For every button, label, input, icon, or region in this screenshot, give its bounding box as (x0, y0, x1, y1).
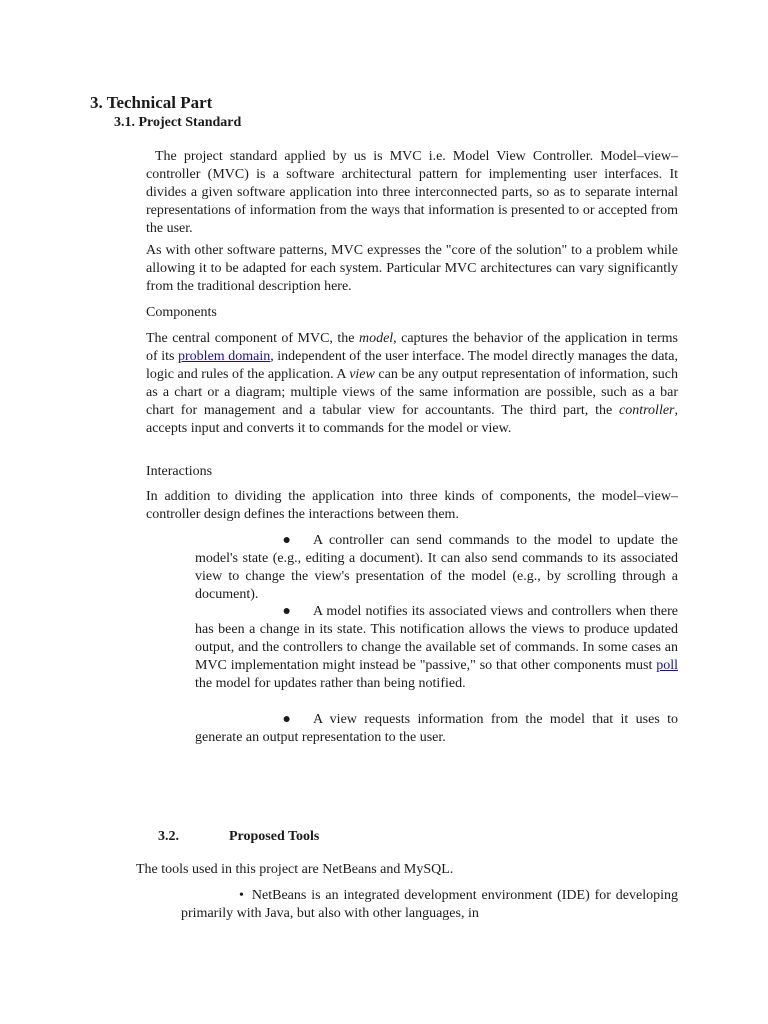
bullet-icon: ● (282, 604, 291, 619)
bullet-icon: • (239, 888, 244, 903)
bullet-icon: ● (282, 712, 291, 727)
subsection-number: 3.2. (158, 829, 179, 844)
components-label: Components (146, 305, 217, 320)
link-poll[interactable]: poll (656, 658, 678, 673)
text: , captures the behavior of the application in terms of its (146, 331, 678, 364)
text-view: view (349, 367, 375, 382)
subsection-title-proposed-tools: Proposed Tools (229, 829, 320, 844)
text-controller: controller (619, 403, 675, 418)
text: , accepts input and converts it to commands for the model or view. (146, 403, 678, 436)
subsection-title-project-standard: 3.1. Project Standard (114, 115, 242, 130)
paragraph-patterns: As with other software patterns, MVC expresses the "core of the solution" to a problem while allowing it to be adapted for each system. Particular MVC architectures can vary significantly from the traditional description here. (146, 243, 678, 294)
list-item-text: the model for updates rather than being notified. (195, 676, 466, 691)
list-item-text: NetBeans is an integrated development environment (IDE) for developing primarily with Java, but also with other languages, in (181, 888, 678, 921)
list-item (195, 711, 678, 747)
list-item (195, 532, 678, 604)
section-heading: 3. Technical Part (90, 93, 213, 112)
list-item-text: A controller can send commands to the model to update the model's state (e.g., editing a document). It can also send commands to its associated view to change the view's presentation of the model (e.g., by scrolling through a document). (195, 533, 678, 602)
interactions-label: Interactions (146, 464, 213, 479)
paragraph-tools: The tools used in this project are NetBeans and MySQL. (136, 862, 454, 877)
paragraph-interactions: In addition to dividing the application into three kinds of components, the model–view–controller design defines the interactions between them. (146, 489, 678, 522)
paragraph-components (146, 330, 678, 438)
text: , independent of the user interface. The model directly manages the data, logic and rules of the application. A (146, 349, 679, 382)
list-item-text: A view requests information from the model that it uses to generate an output representation to the user. (195, 712, 678, 745)
list-item-text: A model notifies its associated views and controllers when there has been a change in its state. This notification allows the views to produce updated output, and the controllers to change the available set of commands. In some cases an MVC implementation might instead be "passive," so that other components must (195, 604, 678, 673)
list-item (195, 603, 678, 693)
link-problem-domain[interactable]: problem domain (178, 349, 271, 364)
list-item (181, 887, 678, 923)
paragraph-intro: The project standard applied by us is MVC i.e. Model View Controller. Model–view–controller (MVC) is a software architectural pattern for implementing user interfaces. It divides a given software application into three interconnected parts, so as to separate internal representations of information from the ways that information is presented to or accepted from the user. (146, 149, 678, 236)
text: can be any output representation of information, such as a chart or a diagram; multiple views of the same information are possible, such as a bar chart for management and a tabular view for accountants. The third part, the (146, 367, 678, 418)
text-model: model (358, 331, 394, 346)
bullet-icon: ● (282, 533, 291, 548)
text: The central component of MVC, the (146, 331, 359, 346)
